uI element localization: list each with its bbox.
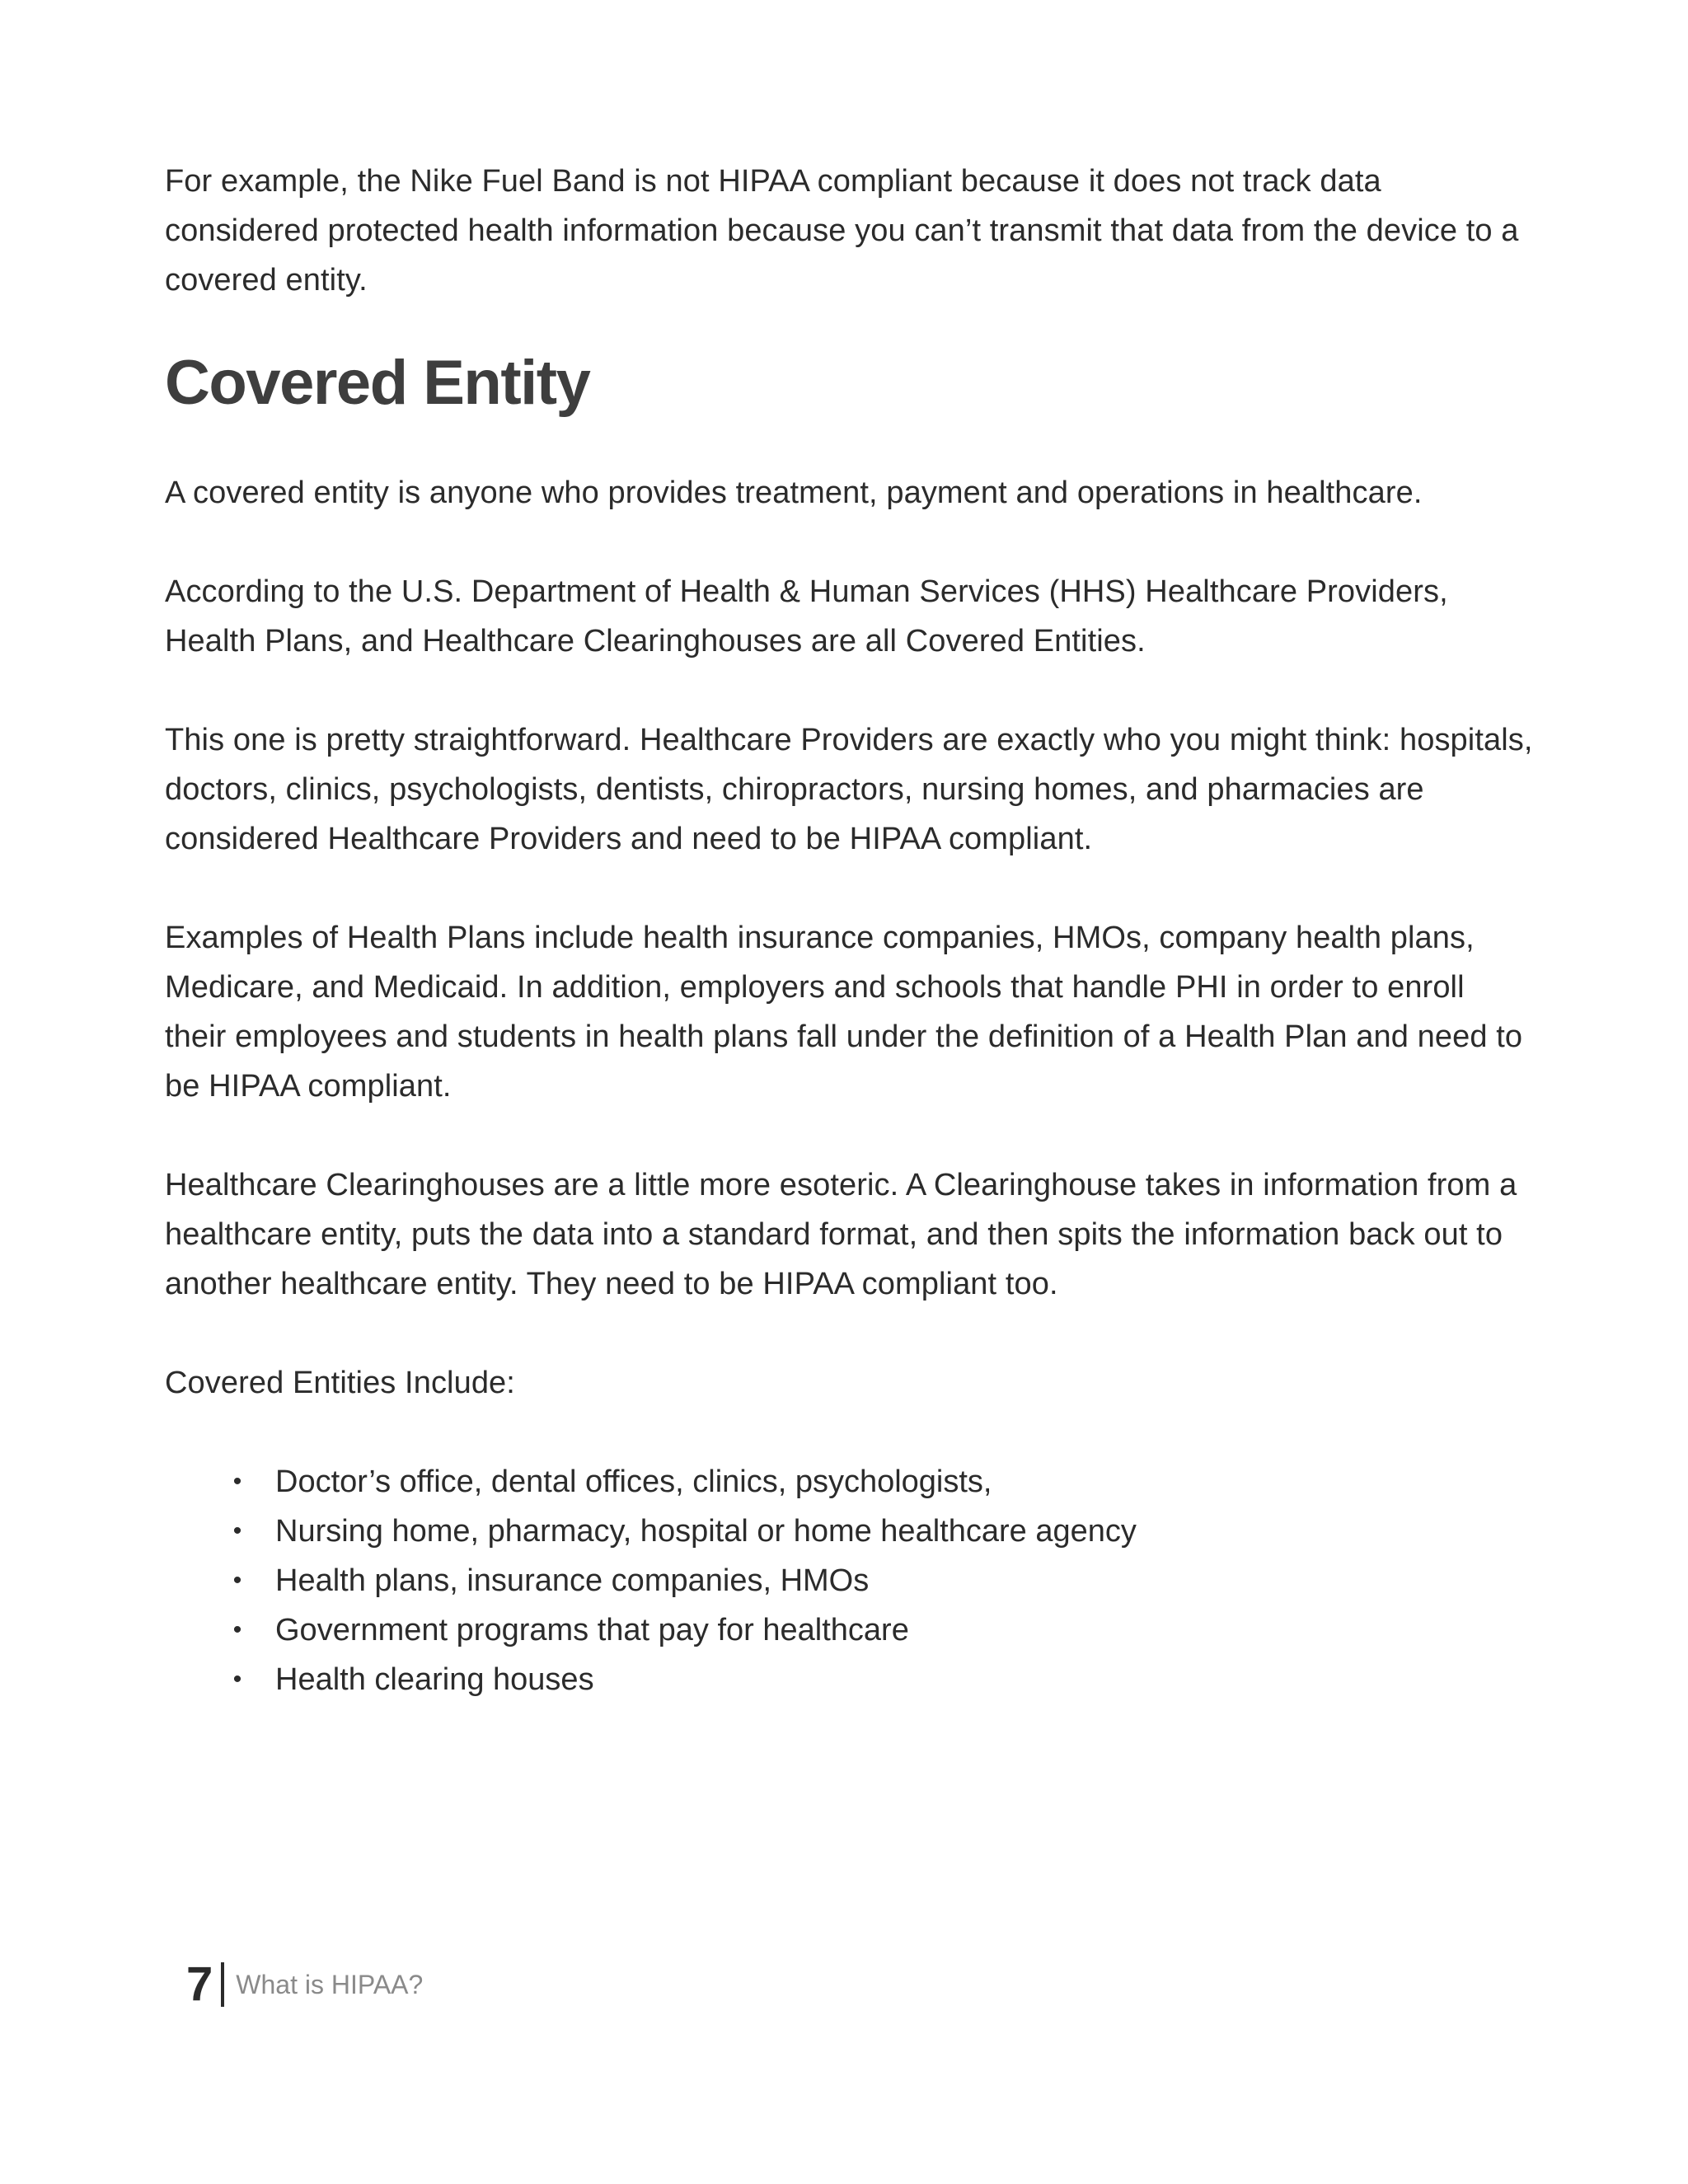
covered-entities-list [165, 1457, 1533, 1704]
footer-title: What is HIPAA? [236, 1970, 424, 1999]
list-item [229, 1556, 1533, 1605]
list-item-text: Government programs that pay for healthcare [275, 1613, 909, 1647]
list-item-text: Health clearing houses [275, 1662, 594, 1697]
footer-divider [221, 1962, 224, 2007]
paragraph-providers: This one is pretty straightforward. Healthcare Providers are exactly who you might think: hospitals, doctors, clinics, psychologists, dentists, chiropractors, nursing homes, and pharmacies are considered Healthcare Providers and need to be HIPAA compliant. [165, 723, 1533, 856]
paragraph-hhs: According to the U.S. Department of Health & Human Services (HHS) Healthcare Providers, Health Plans, and Healthcare Clearinghouses are all Covered Entities. [165, 574, 1448, 658]
list-item-text: Nursing home, pharmacy, hospital or home healthcare agency [275, 1514, 1137, 1549]
bullet-icon: • [232, 1666, 242, 1693]
list-item-text: Doctor’s office, dental offices, clinics, psychologists, [275, 1465, 992, 1499]
paragraph-clearinghouses: Healthcare Clearinghouses are a little more esoteric. A Clearinghouse takes in information from a healthcare entity, puts the data into a standard format, and then spits the information back out to another healthcare entity. They need to be HIPAA compliant too. [165, 1168, 1517, 1301]
list-item [229, 1605, 1533, 1655]
paragraph-health-plans: Examples of Health Plans include health insurance companies, HMOs, company health plans, Medicare, and Medicaid. In addition, employers and schools that handle PHI in order to enroll their employees and students in health plans fall under the definition of a Health Plan and need to be HIPAA compliant. [165, 921, 1523, 1104]
bullet-icon: • [232, 1517, 242, 1544]
list-item [229, 1457, 1533, 1507]
section-heading: Covered Entity [165, 348, 590, 418]
bullet-icon: • [232, 1616, 242, 1643]
bullet-icon: • [232, 1567, 242, 1594]
paragraph-definition: A covered entity is anyone who provides treatment, payment and operations in healthcare. [165, 476, 1423, 510]
bullet-icon: • [232, 1468, 242, 1495]
intro-paragraph: For example, the Nike Fuel Band is not HIPAA compliant because it does not track data considered protected health information because you can’t transmit that data from the device to a covered entity. [165, 164, 1519, 298]
page-footer [186, 1955, 423, 2014]
list-intro: Covered Entities Include: [165, 1366, 515, 1400]
list-item [229, 1507, 1533, 1556]
list-item-text: Health plans, insurance companies, HMOs [275, 1563, 870, 1598]
page-content [165, 157, 1533, 1704]
list-item [229, 1655, 1533, 1704]
page-number: 7 [186, 1957, 213, 2011]
